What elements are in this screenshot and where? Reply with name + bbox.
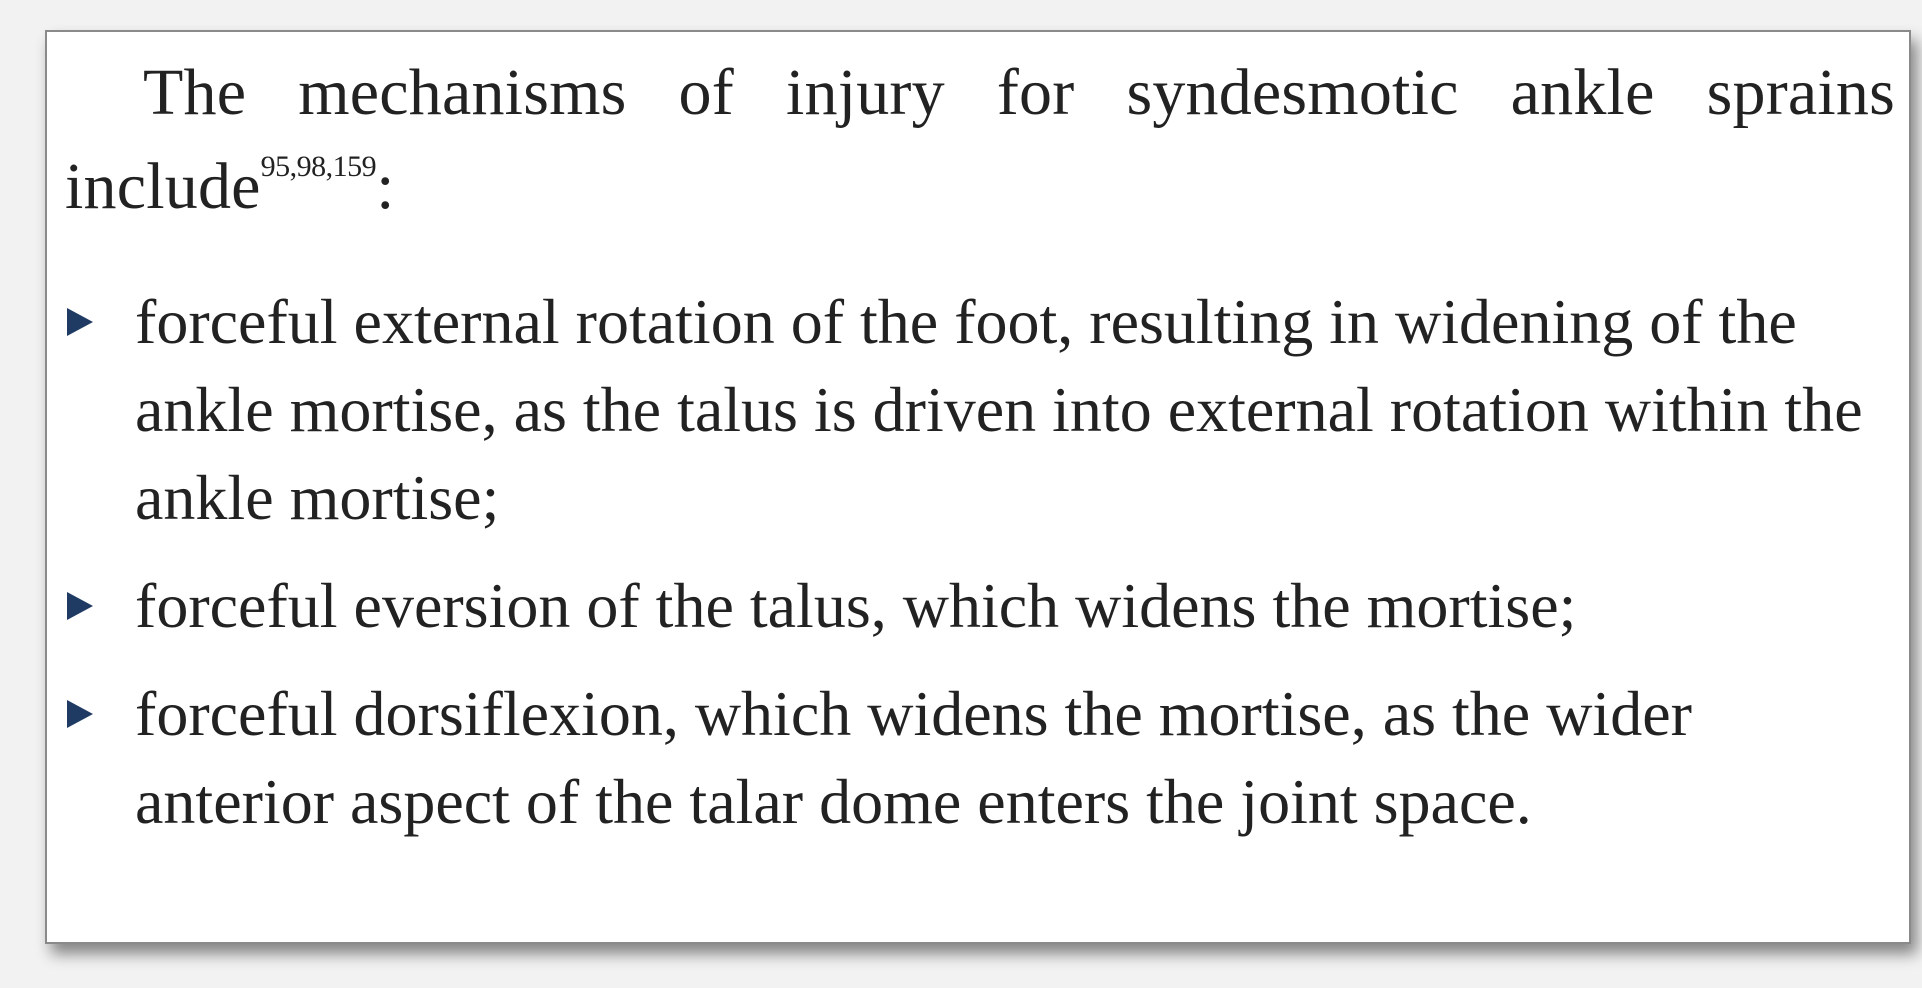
list-item — [47, 670, 1913, 846]
intro-paragraph — [65, 46, 1895, 234]
citation-superscript: 95,98,159 — [260, 150, 377, 183]
list-item — [47, 278, 1913, 542]
text-card — [45, 30, 1911, 944]
intro-colon: : — [376, 150, 395, 223]
triangle-right-icon — [67, 308, 93, 336]
bullet-list — [47, 278, 1913, 866]
bullet-text: forceful dorsiflexion, which widens the mortise, as the wider anterior aspect of the talar dome enters the joint space. — [135, 678, 1692, 837]
triangle-right-icon — [67, 592, 93, 620]
triangle-right-icon — [67, 700, 93, 728]
list-item — [47, 562, 1913, 650]
bullet-text: forceful external rotation of the foot, resulting in widening of the ankle mortise, as the talus is driven into external rotation within the ankle mortise; — [135, 286, 1863, 533]
bullet-text: forceful eversion of the talus, which widens the mortise; — [135, 570, 1577, 641]
intro-text: The mechanisms of injury for syndesmotic ankle sprains include — [65, 56, 1895, 223]
